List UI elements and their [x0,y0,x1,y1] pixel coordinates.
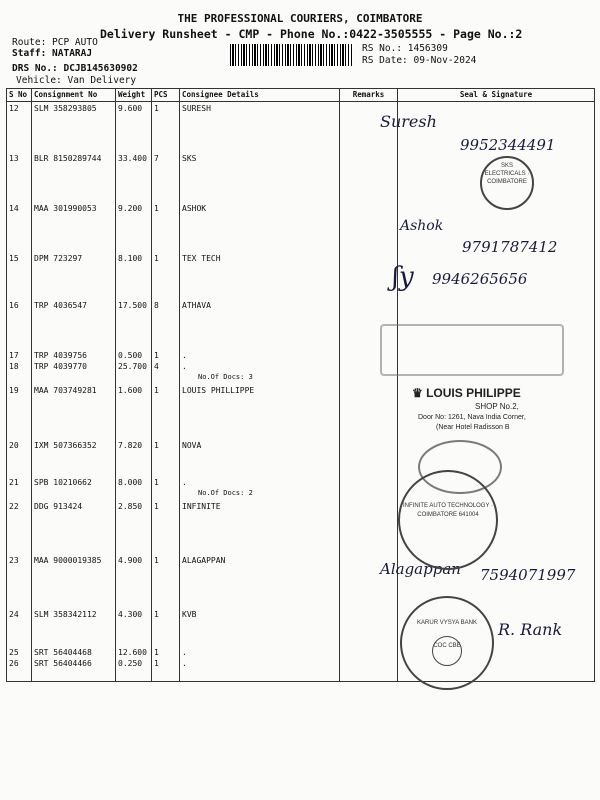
weight-cell [116,384,152,439]
cell-text: SRT 56404466 [34,658,92,668]
consignment-no-cell [32,202,116,252]
cell-text: KVB [182,609,197,619]
consignment-no-cell [32,476,116,500]
drs-number: DRS No.: DCJB145630902 [12,63,138,74]
weight-cell [116,608,152,646]
cell-text: 0.500 [118,350,143,360]
weight-cell [116,349,152,384]
column-header: Remarks [340,89,398,102]
cell-text: 15 [9,253,19,263]
phone-ashok: 9791787412 [462,238,558,256]
cell-text: MAA 9000019385 [34,555,102,565]
weight-cell [116,646,152,682]
remarks-cell [340,439,398,476]
serial-no-cell [7,554,32,608]
company-title: THE PROFESSIONAL COURIERS, COIMBATORE [177,12,423,25]
column-header: Consignee Details [180,89,340,102]
cell-text: TRP 4039770 [34,361,87,371]
cell-text: . [182,361,187,371]
consignment-no-cell [32,384,116,439]
cell-text: 21 [9,477,19,487]
cell-text: 23 [9,555,19,565]
pcs-cell [152,299,180,349]
consignment-no-cell [32,152,116,202]
pcs-cell [152,476,180,500]
doc-count-note: No.Of Docs: 3 [198,372,253,381]
cell-text: 1 [154,658,159,668]
cell-text: ALAGAPPAN [182,555,226,565]
table-row [7,439,595,476]
cell-text: 33.400 [118,153,147,163]
cell-text: SPB 10210662 [34,477,92,487]
louis-philippe-stamp-address: Door No: 1261, Nava India Corner, [418,414,526,421]
cell-text: SRT 56404468 [34,647,92,657]
consignee-cell [180,252,340,299]
cell-text: TRP 4039756 [34,350,87,360]
cell-text: DDG 913424 [34,501,83,511]
cell-text: IXM 507366352 [34,440,97,450]
table-row [7,646,595,682]
weight-cell [116,202,152,252]
cell-text: NOVA [182,440,202,450]
athava-stamp [380,324,564,376]
cell-text: 16 [9,300,19,310]
cell-text: 13 [9,153,19,163]
cell-text: 7 [154,153,159,163]
serial-no-cell [7,152,32,202]
pcs-cell [152,252,180,299]
remarks-cell [340,152,398,202]
cell-text: DPM 723297 [34,253,83,263]
cell-text: . [182,647,187,657]
serial-no-cell [7,439,32,476]
cell-text: BLR 8150289744 [34,153,102,163]
infinite-auto-stamp: INFINITE AUTO TECHNOLOGY · COIMBATORE 641004 [398,470,498,570]
consignee-cell [180,500,340,554]
consignment-no-cell [32,554,116,608]
cell-text: 12 [9,104,19,113]
pcs-cell [152,439,180,476]
cell-text: 1 [154,104,159,113]
serial-no-cell [7,608,32,646]
consignee-cell [180,152,340,202]
cell-text: 1 [154,501,159,511]
column-header: S No [7,89,32,102]
cell-text: . [182,477,187,487]
cell-text: 8 [154,300,159,310]
serial-no-cell [7,299,32,349]
pcs-cell [152,202,180,252]
pcs-cell [152,500,180,554]
consignee-cell [180,646,340,682]
signature-textech: ʃy [392,262,414,292]
signature-kvb: R. Rank [498,620,563,639]
cell-text: TRP 4036547 [34,300,87,310]
weight-cell [116,299,152,349]
sks-electricals-stamp: SKS ELECTRICALS · COIMBATORE [480,156,534,210]
cell-text: 14 [9,203,19,213]
consignee-cell [180,299,340,349]
cell-text: 2.850 [118,501,143,511]
consignment-no-cell [32,349,116,384]
consignee-cell [180,608,340,646]
consignee-cell [180,554,340,608]
column-header: Consignment No [32,89,116,102]
weight-cell [116,439,152,476]
cell-text: MAA 301990053 [34,203,97,213]
cell-text: 17 [9,350,19,360]
cell-text: 1 [154,477,159,487]
cell-text: 7.820 [118,440,143,450]
doc-count-note: No.Of Docs: 2 [198,488,253,497]
consignee-cell [180,349,340,384]
pcs-cell [152,349,180,384]
cell-text: 26 [9,658,19,668]
cell-text: 0.250 [118,658,143,668]
cell-text: SLM 358293805 [34,104,97,113]
table-row [7,500,595,554]
cell-text: 25.700 [118,361,147,371]
cell-text: 17.500 [118,300,147,310]
cell-text: SKS [182,153,197,163]
column-header: PCS [152,89,180,102]
consignment-no-cell [32,252,116,299]
route: Route: PCP AUTO [12,37,98,48]
kvb-stamp: KARUR VYSYA BANK COC CBE [400,596,494,690]
signature-ashok: Ashok [400,218,444,234]
cell-text: 1 [154,555,159,565]
consignment-no-cell [32,608,116,646]
cell-text: 24 [9,609,19,619]
consignment-no-cell [32,439,116,476]
pcs-cell [152,152,180,202]
consignee-cell [180,384,340,439]
cell-text: 1 [154,609,159,619]
cell-text: 1 [154,350,159,360]
cell-text: 1.600 [118,385,143,395]
cell-text: SLM 358342112 [34,609,97,619]
cell-text: ASHOK [182,203,207,213]
column-header: Weight [116,89,152,102]
cell-text: TEX TECH [182,253,221,263]
serial-no-cell [7,349,32,384]
pcs-cell [152,554,180,608]
louis-philippe-stamp-address2: (Near Hotel Radisson B [436,424,510,431]
cell-text: 4.900 [118,555,143,565]
serial-no-cell [7,102,32,152]
serial-no-cell [7,252,32,299]
cell-text: 1 [154,385,159,395]
remarks-cell [340,500,398,554]
consignment-no-cell [32,646,116,682]
phone-alagappan: 7594071997 [480,566,576,584]
pcs-cell [152,384,180,439]
remarks-cell [340,646,398,682]
barcode [230,44,353,66]
cell-text: LOUIS PHILLIPPE [182,385,255,395]
cell-text: INFINITE [182,501,221,511]
cell-text: . [182,350,187,360]
phone-textech: 9946265656 [432,270,528,288]
table-header [7,89,595,102]
cell-text: 12.600 [118,647,147,657]
weight-cell [116,554,152,608]
remarks-cell [340,476,398,500]
cell-text: 1 [154,440,159,450]
cell-text: 4 [154,361,159,371]
cell-text: . [182,658,187,668]
cell-text: 20 [9,440,19,450]
cell-text: MAA 703749281 [34,385,97,395]
serial-no-cell [7,202,32,252]
cell-text: ATHAVA [182,300,211,310]
weight-cell [116,500,152,554]
rs-date: RS Date: 09-Nov-2024 [362,55,477,66]
cell-text: 9.200 [118,203,143,213]
weight-cell [116,102,152,152]
remarks-cell [340,608,398,646]
cell-text: 1 [154,647,159,657]
cell-text: 4.300 [118,609,143,619]
remarks-cell [340,202,398,252]
cell-text: 18 [9,361,19,371]
consignee-cell [180,476,340,500]
louis-philippe-stamp-shop: SHOP No.2, [475,402,519,411]
weight-cell [116,152,152,202]
rs-number: RS No.: 1456309 [362,43,448,54]
signature-alagappan: Alagappan [380,560,461,578]
runsheet-subtitle: Delivery Runsheet - CMP - Phone No.:0422-3505555 - Page No.:2 [100,27,523,41]
serial-no-cell [7,384,32,439]
remarks-cell [340,384,398,439]
serial-no-cell [7,646,32,682]
cell-text: 22 [9,501,19,511]
column-header: Seal & Signature [398,89,595,102]
cell-text: 8.000 [118,477,143,487]
serial-no-cell [7,500,32,554]
consignment-no-cell [32,299,116,349]
cell-text: 25 [9,647,19,657]
pcs-cell [152,646,180,682]
pcs-cell [152,608,180,646]
consignee-cell [180,102,340,152]
louis-philippe-stamp-title: ♛ LOUIS PHILIPPE [412,386,521,400]
table-row [7,476,595,500]
phone-suresh: 9952344491 [460,136,556,154]
pcs-cell [152,102,180,152]
cell-text: 9.600 [118,104,143,113]
vehicle: Vehicle: Van Delivery [16,75,137,86]
weight-cell [116,476,152,500]
weight-cell [116,252,152,299]
cell-text: 8.100 [118,253,143,263]
staff: Staff: NATARAJ [12,48,93,59]
cell-text: 1 [154,253,159,263]
cell-text: 19 [9,385,19,395]
consignee-cell [180,439,340,476]
serial-no-cell [7,476,32,500]
consignment-no-cell [32,500,116,554]
consignment-no-cell [32,102,116,152]
consignee-cell [180,202,340,252]
remarks-cell [340,252,398,299]
cell-text: SURESH [182,104,211,113]
signature-suresh: Suresh [380,112,437,131]
cell-text: 1 [154,203,159,213]
